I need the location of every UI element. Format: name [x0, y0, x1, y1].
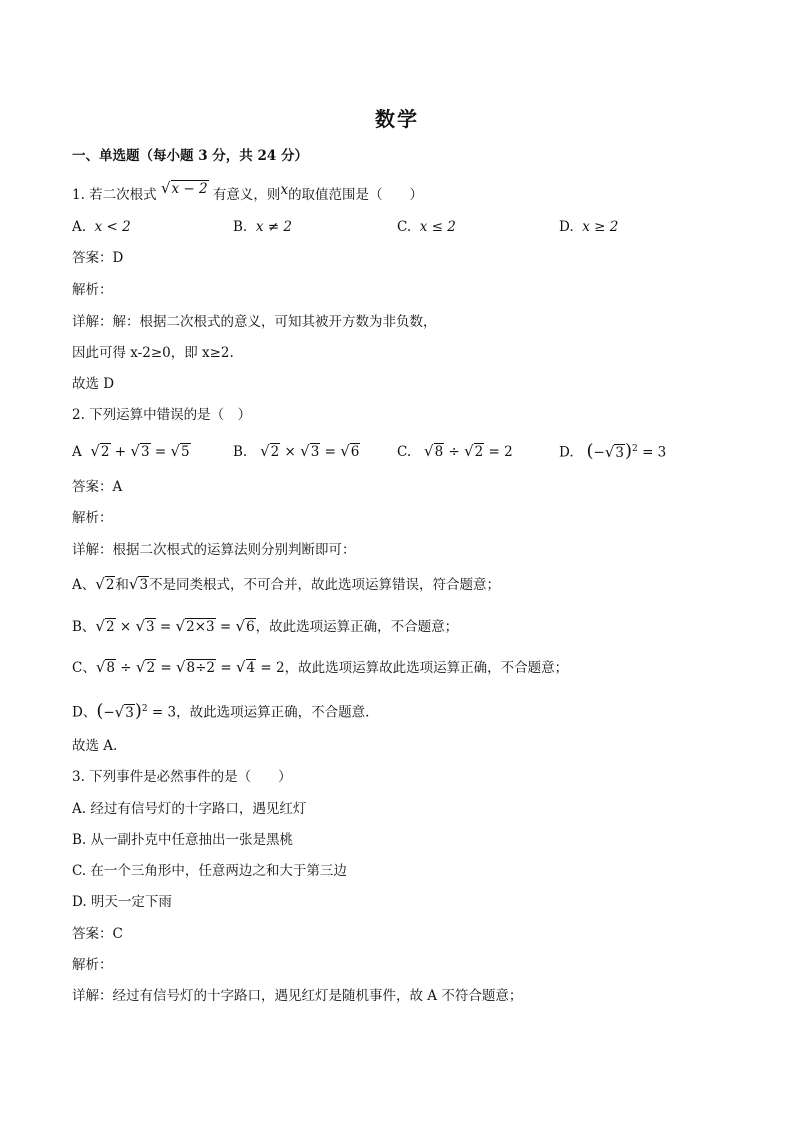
- q2-answer: 答案：A: [72, 479, 123, 495]
- q2-option-d: D. $(-√3)^2 = 3$: [559, 440, 667, 462]
- q1-answer: 答案：D: [72, 250, 124, 266]
- q2-detail-a: A、√2和√3不是同类根式，不可合并，故此选项运算错误，符合题意；: [72, 575, 501, 593]
- q2-choice: 故选 A.: [72, 738, 118, 754]
- q2-detail-d: D、$(-√3)^2 = 3$，故此选项运算正确，不合题意.: [72, 700, 370, 722]
- q3-option-a: A. 经过有信号灯的十字路口，遇见红灯: [72, 801, 307, 817]
- q3-option-b: B. 从一副扑克中任意抽出一张是黑桃: [72, 832, 294, 848]
- question-1-stem: 1. 若二次根式 √x − 2 有意义，则x的取值范围是（ ）: [72, 179, 424, 203]
- q2-analysis-label: 解析：: [72, 510, 113, 526]
- q2-option-b: B. √2 × √3 = √6: [233, 442, 360, 460]
- q1-detail-1: 详解：解：根据二次根式的意义，可知其被开方数为非负数，: [72, 314, 437, 330]
- question-2-stem: 2. 下列运算中错误的是（ ）: [72, 407, 252, 423]
- question-3-stem: 3. 下列事件是必然事件的是（ ）: [72, 769, 292, 785]
- radical-expression: √x − 2: [160, 179, 208, 197]
- q1-option-c: C. x ≤ 2: [397, 219, 456, 235]
- page-title: 数学: [375, 107, 419, 131]
- q1-analysis-label: 解析：: [72, 282, 113, 298]
- q3-detail-1: 详解：经过有信号灯的十字路口，遇见红灯是随机事件，故 A 不符合题意；: [72, 988, 523, 1004]
- q2-option-c: C. √8 ÷ √2 = 2: [397, 442, 513, 460]
- q2-detail-c: C、√8 ÷ √2 = √8÷2 = √4 = 2，故此选项运算故此选项运算正确，不合题意；: [72, 658, 569, 676]
- q1-option-d: D. x ≥ 2: [559, 219, 619, 235]
- q2-detail-intro: 详解：根据二次根式的运算法则分别判断即可：: [72, 542, 356, 558]
- q3-option-c: C. 在一个三角形中，任意两边之和大于第三边: [72, 863, 347, 879]
- q1-detail-2: 因此可得 x-2≥0，即 x≥2.: [72, 345, 234, 361]
- q3-analysis-label: 解析：: [72, 957, 113, 973]
- q3-option-d: D. 明天一定下雨: [72, 894, 172, 910]
- q1-option-a: A. x < 2: [72, 219, 131, 235]
- q2-detail-b: B、√2 × √3 = √2×3 = √6，故此选项运算正确，不合题意；: [72, 617, 459, 635]
- q1-option-b: B. x ≠ 2: [233, 219, 292, 235]
- q2-option-a: A √2 + √3 = √5: [72, 442, 190, 460]
- q1-choice: 故选 D: [72, 376, 115, 392]
- q3-answer: 答案：C: [72, 926, 123, 942]
- section-heading: 一、单选题（每小题 3 分，共 24 分）: [72, 148, 308, 164]
